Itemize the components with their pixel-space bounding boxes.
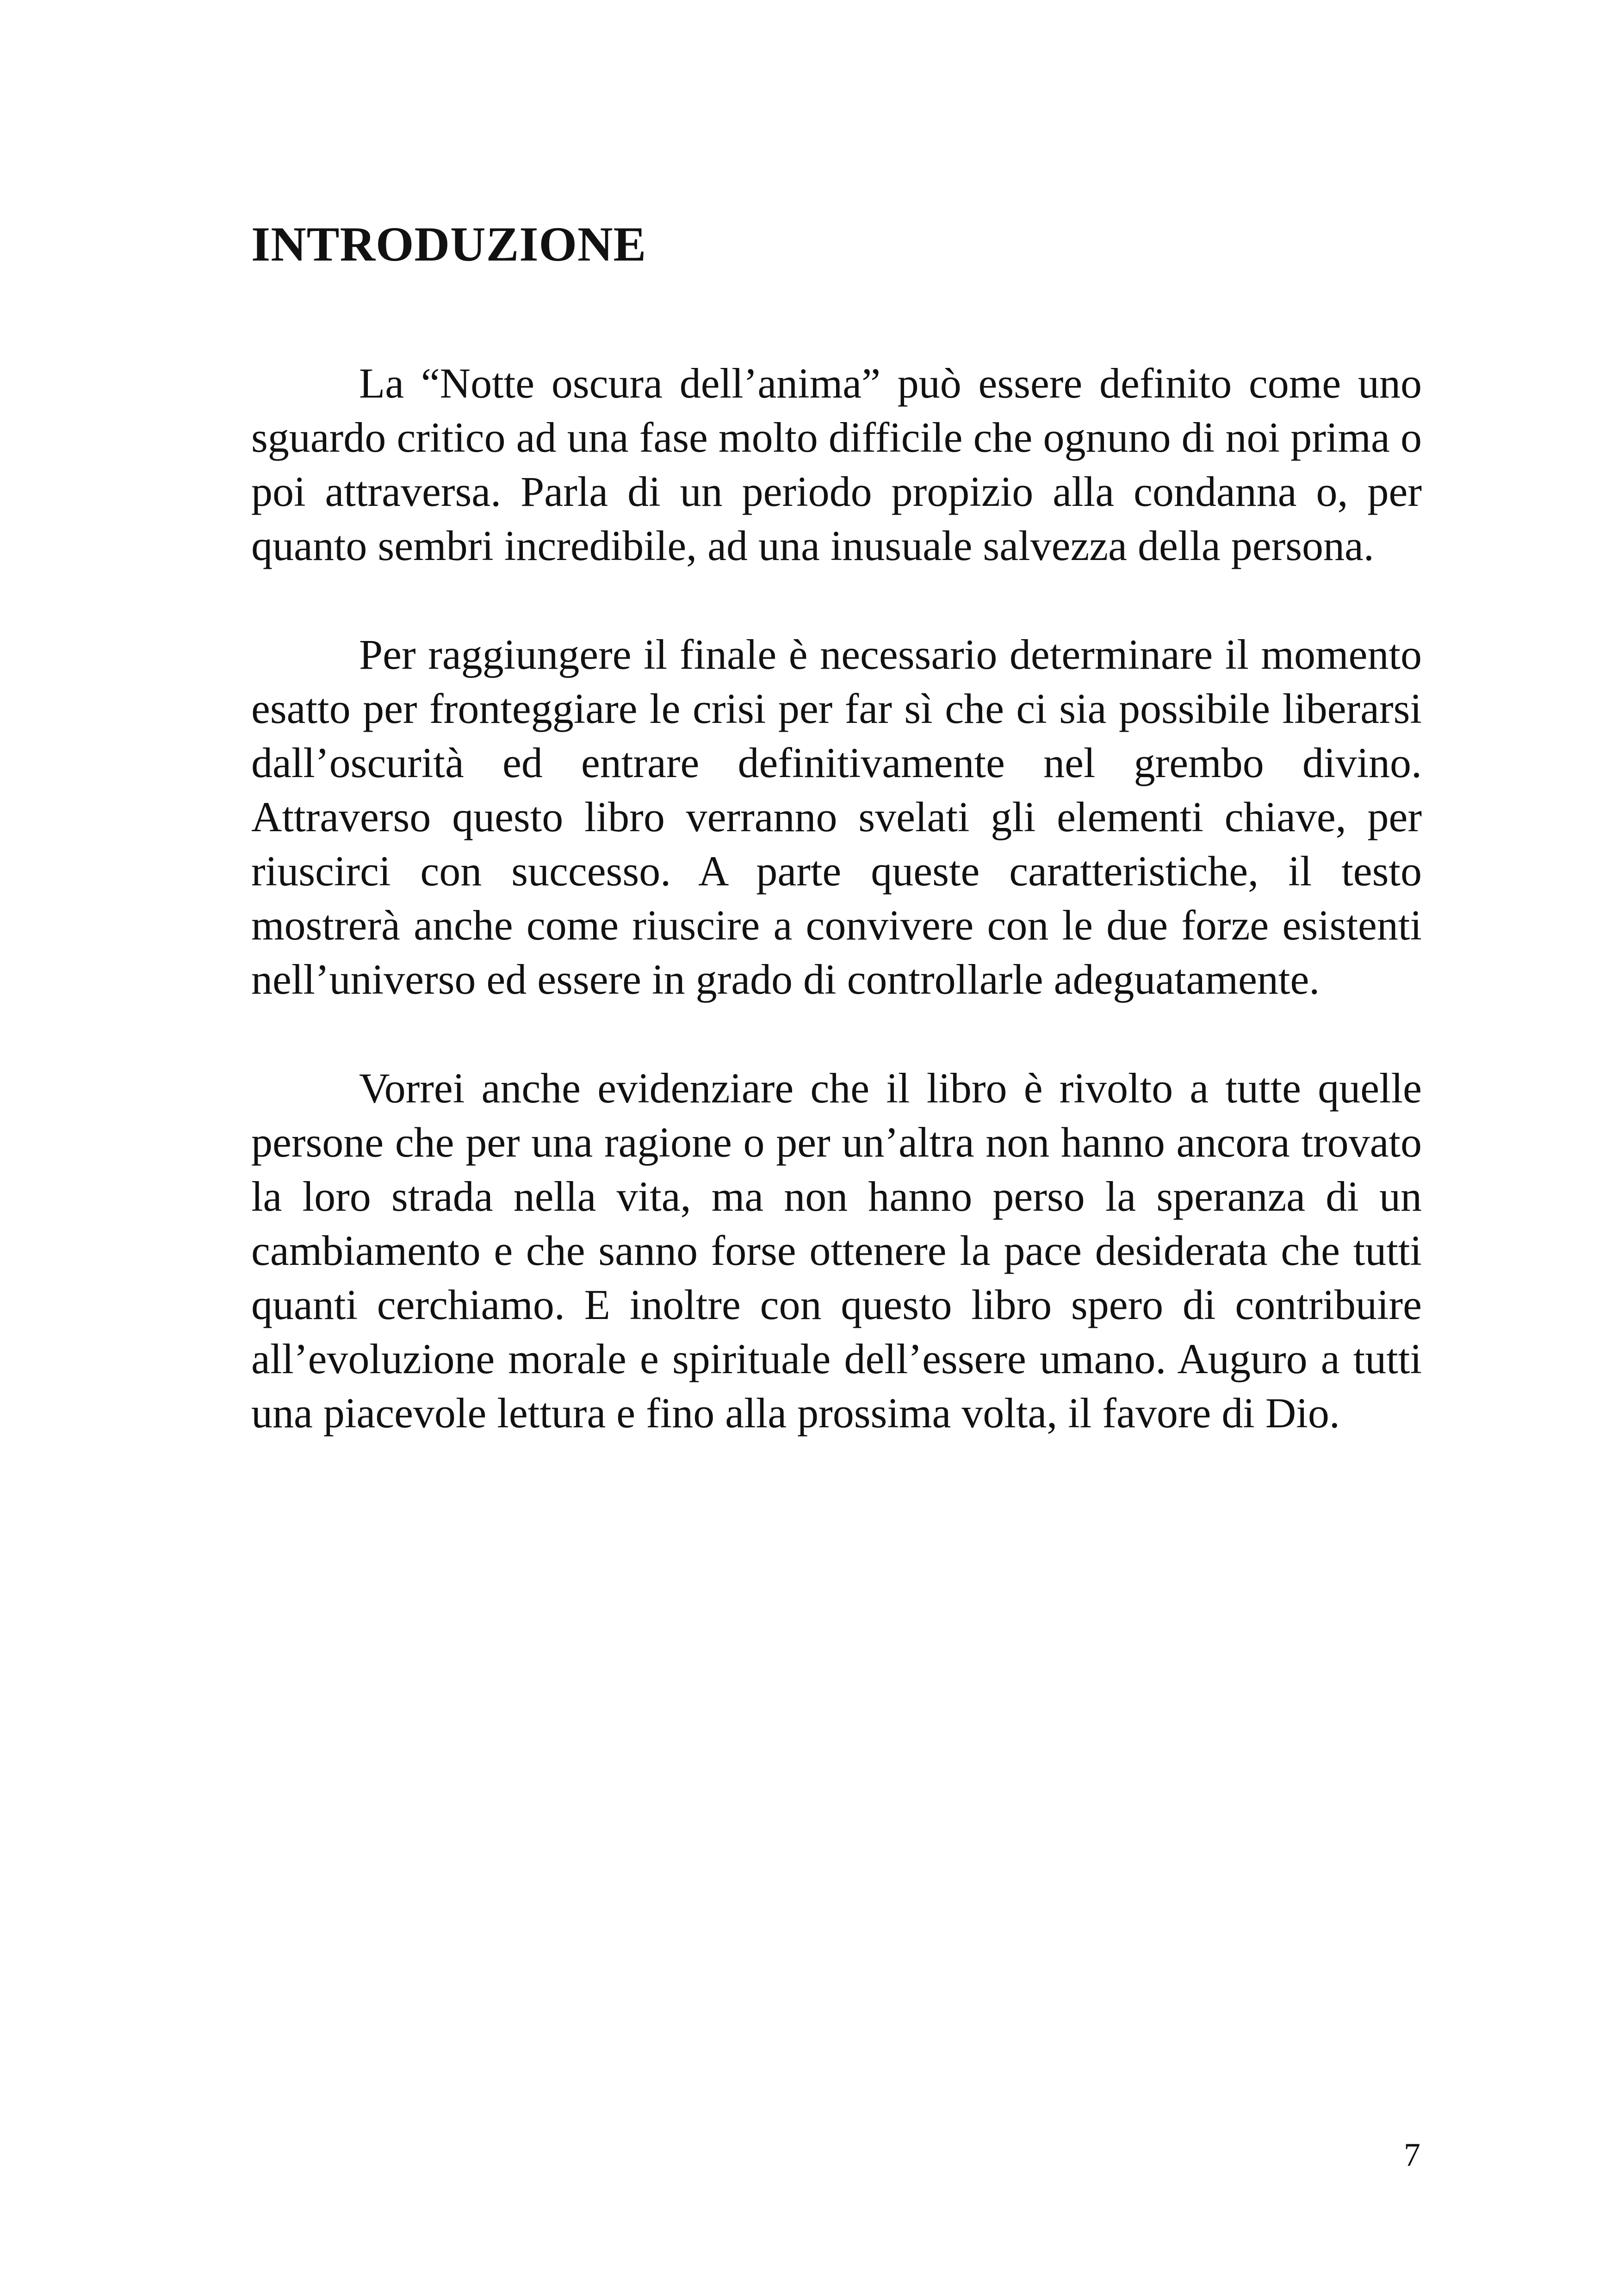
body-text — [251, 356, 1422, 1495]
paragraph: Vorrei anche evidenziare che il libro è rivolto a tutte quelle persone che per una ragione o per un’altra non hanno ancora trovato la loro strada nella vita, ma non hanno perso la speranza di un cambiamento e che sanno forse ottenere la pace desiderata che tutti quanti cerchiamo. E inoltre con questo libro spero di contribuire all’evoluzione morale e spirituale dell’essere umano. Auguro a tutti una piacevole lettura e fino alla prossima volta, il favore di Dio. — [251, 1064, 1422, 1437]
paragraph: La “Notte oscura dell’anima” può essere definito come uno sguardo critico ad una fase molto difficile che ognuno di noi prima o poi attraversa. Parla di un periodo propizio alla condanna o, per quanto sembri incredibile, ad una inusuale salvezza della persona. — [251, 360, 1422, 569]
chapter-heading: INTRODUZIONE — [251, 217, 647, 271]
page-number: 7 — [1404, 2136, 1420, 2173]
paragraph: Per raggiungere il finale è necessario determinare il momento esatto per fronteggiare le crisi per far sì che ci sia possibile liberarsi dall’oscurità ed entrare definitivamente nel grembo divino. Attraverso questo libro verranno svelati gli elementi chiave, per riuscirci con successo. A parte queste caratteristiche, il testo mostrerà anche come riuscire a convivere con le due forze esistenti nell’universo ed essere in grado di controllarle adeguatamente. — [251, 631, 1422, 1003]
